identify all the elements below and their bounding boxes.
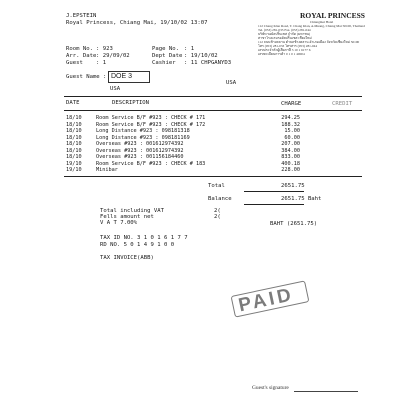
guest-signature-name: J.EPSTEIN: [66, 13, 97, 19]
guest-name-box: [108, 71, 150, 83]
vat-total-including: Total including VAT: [100, 208, 164, 214]
row-charge: 294.25: [281, 115, 300, 121]
row-description: Room Service B/F #923 : CHECK # 172: [96, 121, 206, 128]
table-bottom-rule: [64, 176, 362, 177]
room-value: : 923: [96, 46, 113, 52]
page-value: : 1: [184, 46, 195, 52]
row-date: 18/10: [66, 141, 82, 147]
hotel-company-th: บริษัท รอยัลปริ้นเซส จำกัด (มหาชน): [258, 32, 311, 36]
row-description: Room Service B/F #923 : CHECK # 171: [96, 115, 206, 121]
guest-name-value: DOE 3: [111, 73, 133, 80]
paid-stamp-text: PAID: [236, 284, 296, 317]
col-header-description: DESCRIPTION: [112, 100, 150, 106]
hotel-name: ROYAL PRINCESS: [300, 11, 365, 20]
row-charge: 833.00: [281, 154, 300, 160]
table-header-rule: [64, 110, 362, 111]
rd-number: RD NO. 5 0 1 4 9 1 0 0: [100, 242, 175, 248]
row-description: Room Service B/F #923 : CHECK # 183: [96, 160, 206, 167]
hotel-address-block: [258, 20, 365, 56]
row-date: 18/10: [66, 154, 82, 160]
vat-amount-net: Fells amount net: [100, 214, 154, 220]
guest-name-label: Guest Name :: [66, 74, 107, 80]
room-label: Room No.: [66, 46, 93, 52]
cashier-label: Cashier: [152, 60, 176, 66]
row-date: 18/10: [66, 147, 82, 154]
hotel-phone-en: Tel. (053) 281-033 Fax. (053) 281-044: [258, 28, 311, 32]
guest-signature-label: Guest's signature: [252, 385, 289, 391]
col-header-charge: CHARGE: [281, 101, 302, 107]
total-rule: [244, 191, 304, 192]
row-charge: 400.18: [281, 160, 300, 167]
row-description: Long Distance #923 : 098181318: [96, 128, 190, 134]
total-value: 2651.75: [281, 183, 305, 189]
col-header-date: DATE: [66, 100, 80, 106]
row-description: Overseas #923 : 001156184460: [96, 154, 184, 160]
col-header-credit: CREDIT: [332, 101, 353, 107]
hotel-reg-th: เลขทะเบียนการค้า 0 1 0 1 40004: [258, 52, 305, 56]
vat-baht-amount: BAHT (2651.75): [270, 221, 318, 227]
page-label: Page No.: [152, 46, 179, 52]
tax-invoice-label: TAX INVOICE(ABB): [100, 255, 154, 261]
hotel-taxid-th: เลขประจำตัวผู้เสียภาษี 3 10 1 6177 6: [258, 48, 311, 52]
row-charge: 207.00: [281, 141, 300, 147]
row-description: Long Distance #923 : 098181169: [96, 134, 190, 141]
arr-date-value: : 29/09/02: [96, 53, 130, 59]
hotel-address-en: 112 Chang Klan Road, T. Chang Klan, A.Muang, Chiang Mai 50100, Thailand: [258, 24, 365, 28]
hotel-address-th: 112 ถนนช้างคลาน ตำบลช้างคลาน อำเภอเมือง จังหวัดเชียงใหม่ 50100: [258, 40, 360, 44]
dept-date-label: Dept Date: [152, 53, 183, 59]
row-description: Overseas #923 : 001612974392: [96, 147, 184, 154]
guest-count-label: Guest: [66, 60, 83, 66]
cashier-value: : 11 CHPGANYD3: [184, 60, 232, 66]
row-charge: 15.00: [284, 128, 300, 134]
signature-line: [294, 391, 358, 392]
row-charge: 384.00: [281, 147, 300, 154]
guest-country-right: USA: [226, 80, 237, 86]
hotel-phone-th: โทร (053) 281-033 โทรสาร (053) 281-044: [258, 44, 318, 48]
row-date: 19/10: [66, 160, 82, 167]
vat-fragment-2: 2(: [214, 214, 221, 220]
row-date: 18/10: [66, 115, 82, 121]
row-date: 18/10: [66, 134, 82, 141]
row-charge: 188.32: [281, 121, 300, 128]
table-top-rule: [64, 96, 362, 97]
row-date: 18/10: [66, 121, 82, 128]
row-description: Overseas #923 : 001612974392: [96, 141, 184, 147]
balance-label: Balance: [208, 196, 232, 202]
row-description: Minibar: [96, 167, 118, 173]
table-row: [0, 167, 400, 174]
row-date: 19/10: [66, 167, 82, 173]
row-charge: 228.00: [281, 167, 300, 173]
total-label: Total: [208, 183, 225, 189]
paid-stamp: [231, 280, 310, 317]
hotel-branch-th: สาขาโรงแรมรอยัลปริ้นเซส เชียงใหม่: [258, 36, 312, 40]
tax-id: TAX ID NO. 3 1 0 1 6 1 7 7: [100, 235, 188, 241]
row-date: 18/10: [66, 128, 82, 134]
row-charge: 60.00: [284, 134, 300, 141]
dept-date-value: : 19/10/02: [184, 53, 218, 59]
vat-fragment-1: 2(: [214, 208, 221, 214]
guest-count-value: : 1: [96, 60, 107, 66]
balance-value: 2651.75 Baht: [281, 196, 322, 202]
balance-rule: [244, 204, 304, 205]
guest-country-under: USA: [110, 86, 121, 92]
arr-date-label: Arr. Date: [66, 53, 97, 59]
vat-rate: V A T 7.00%: [100, 220, 138, 226]
print-location-date: Royal Princess, Chiang Mai, 19/10/02 13:07: [66, 20, 208, 26]
hotel-subtitle: Chiangmai Hotel: [310, 20, 334, 24]
